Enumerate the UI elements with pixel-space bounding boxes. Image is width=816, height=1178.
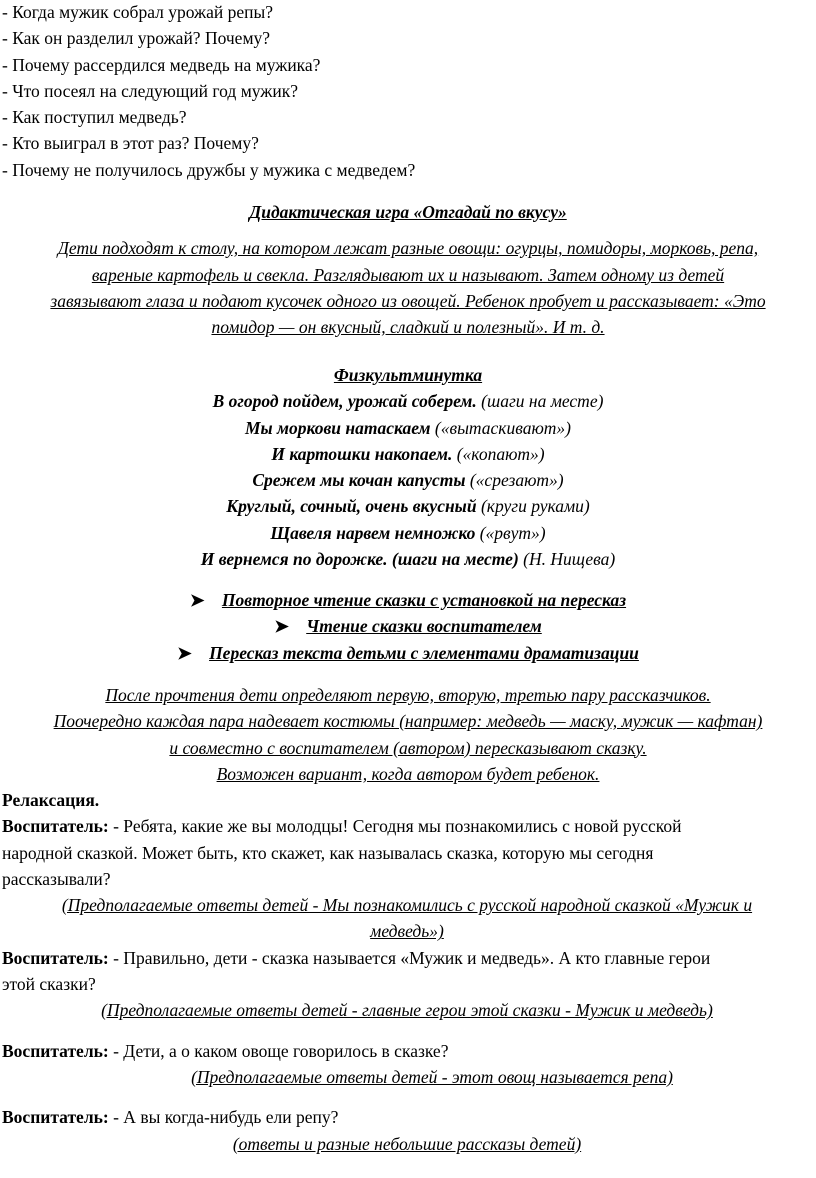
game-title: Дидактическая игра «Отгадай по вкусу» (249, 202, 567, 222)
phys-line: Мы моркови натаскаем («вытаскивают») (244, 417, 572, 438)
phys-line: Щавеля нарвем немножко («рвут») (270, 522, 546, 543)
after-line: и совместно с воспитателем (автором) пересказывают сказку. (169, 737, 647, 758)
step-item: ➤ Повторное чтение сказки с установкой на пересказ (0, 587, 816, 613)
phys-section (0, 362, 816, 572)
teacher-line: Воспитатель: - Ребята, какие же вы молодцы! Сегодня мы познакомились с новой русской (2, 816, 682, 837)
answer-line: (Предполагаемые ответы детей - Мы познакомились с русской народной сказкой «Мужик и (61, 895, 753, 916)
relax-title: Релаксация. (2, 790, 100, 810)
phys-line: В огород пойдем, урожай соберем. (шаги на месте) (212, 391, 604, 412)
teacher-line: Воспитатель: - А вы когда-нибудь ели репу? (2, 1107, 339, 1128)
speaker-label: Воспитатель: (2, 1107, 109, 1128)
arrow-bullet-icon: ➤ (177, 642, 192, 663)
teacher-line: этой сказки? (2, 974, 96, 995)
question-item: - Что посеял на следующий год мужик? (2, 80, 299, 101)
after-line: Возможен вариант, когда автором будет ребенок. (216, 763, 600, 784)
question-item: - Почему рассердился медведь на мужика? (2, 54, 321, 75)
phys-line: И вернемся по дорожке. (шаги на месте) (Н. Нищева) (200, 549, 616, 570)
game-section (0, 199, 816, 340)
game-text-line: помидор — он вкусный, сладкий и полезный». И т. д. (211, 317, 605, 338)
teacher-line: Воспитатель: - Правильно, дети - сказка называется «Мужик и медведь». А кто главные герои (2, 947, 711, 968)
question-item: - Кто выиграл в этот раз? Почему? (2, 133, 259, 154)
step-item: ➤ Чтение сказки воспитателем (0, 613, 816, 639)
question-item: - Как поступил медведь? (2, 107, 187, 128)
speaker-label: Воспитатель: (2, 947, 109, 968)
game-text-line: вареные картофель и свекла. Разглядывают их и называют. Затем одному из детей (91, 264, 725, 285)
phys-line: И картошки накопаем. («копают») (271, 443, 545, 464)
after-section (0, 682, 816, 787)
arrow-bullet-icon: ➤ (189, 590, 205, 610)
teacher-line: рассказывали? (2, 868, 111, 889)
phys-title: Физкультминутка (333, 365, 483, 385)
question-item: - Когда мужик собрал урожай репы? (2, 2, 274, 22)
phys-line: Круглый, сочный, очень вкусный (круги руками) (226, 496, 590, 517)
arrow-bullet-icon: ➤ (274, 616, 289, 637)
question-item: - Как он разделил урожай? Почему? (2, 28, 271, 49)
answer-line: (ответы и разные небольшие рассказы детей) (232, 1133, 582, 1154)
relax-section (2, 787, 812, 1157)
steps-list (0, 587, 816, 666)
game-text-line: Дети подходят к столу, на котором лежат разные овощи: огурцы, помидоры, морковь, репа, (57, 238, 759, 259)
answer-line: (Предполагаемые ответы детей - главные герои этой сказки - Мужик и медведь) (101, 1000, 713, 1021)
after-line: После прочтения дети определяют первую, вторую, третью пару рассказчиков. (105, 685, 711, 705)
speaker-label: Воспитатель: (2, 816, 109, 837)
phys-line: Срежем мы кочан капусты («срезают») (252, 470, 564, 491)
game-text-line: завязывают глаза и подают кусочек одного из овощей. Ребенок пробует и рассказывает: «Это (50, 290, 766, 311)
teacher-line: Воспитатель: - Дети, а о каком овоще говорилось в сказке? (2, 1040, 449, 1061)
answer-line: медведь») (370, 921, 444, 942)
step-item: ➤ Пересказ текста детьми с элементами драматизации (0, 640, 816, 666)
speaker-label: Воспитатель: (2, 1040, 109, 1061)
teacher-line: народной сказкой. Может быть, кто скажет, как называлась сказка, которую мы сегодня (2, 842, 654, 863)
answer-line: (Предполагаемые ответы детей - этот овощ называется репа) (191, 1066, 673, 1087)
question-item: - Почему не получилось дружбы у мужика с медведем? (2, 159, 416, 180)
question-list (2, 0, 802, 183)
after-line: Поочередно каждая пара надевает костюмы (например: медведь — маску, мужик — кафтан) (53, 711, 763, 732)
